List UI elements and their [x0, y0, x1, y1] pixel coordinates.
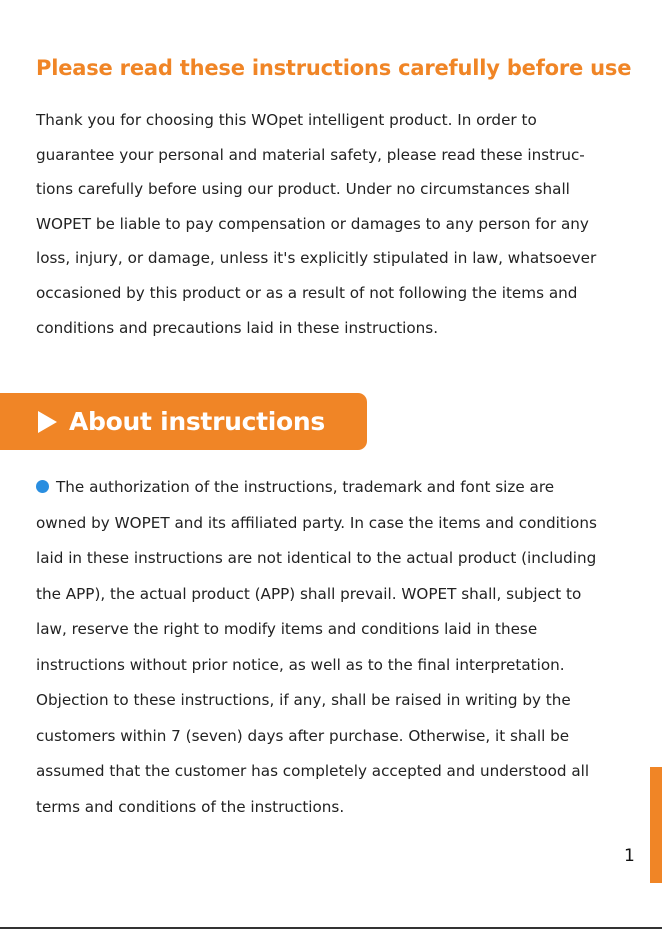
section-banner	[0, 393, 367, 450]
bullet-dot-icon	[36, 480, 49, 493]
bottom-divider	[0, 927, 662, 929]
section-line: customers within 7 (seven) days after purchase. Otherwise, it shall be	[36, 726, 570, 745]
intro-line: loss, injury, or damage, unless it's explicitly stipulated in law, whatsoever	[36, 249, 597, 268]
section-first-line-text: The authorization of the instructions, trademark and font size are	[56, 478, 555, 496]
section-line: instructions without prior notice, as well as to the final interpretation.	[36, 655, 565, 674]
section-line: terms and conditions of the instructions.	[36, 797, 345, 816]
page-number: 1	[624, 846, 635, 866]
intro-paragraph	[36, 103, 636, 345]
section-title: About instructions	[69, 407, 325, 436]
section-paragraph	[36, 470, 641, 825]
section-line: assumed that the customer has completely accepted and understood all	[36, 762, 590, 780]
page-heading: Please read these instructions carefully before use	[36, 56, 632, 80]
section-line: the APP), the actual product (APP) shall prevail. WOPET shall, subject to	[36, 584, 582, 603]
intro-line: tions carefully before using our product. Under no circumstances shall	[36, 180, 570, 199]
intro-line: occasioned by this product or as a result of not following the items and	[36, 283, 578, 302]
play-arrow-icon	[38, 411, 57, 433]
intro-line: Thank you for choosing this WOpet intelligent product. In order to	[36, 111, 537, 129]
section-line: laid in these instructions are not identical to the actual product (including	[36, 549, 597, 567]
section-line: Objection to these instructions, if any, shall be raised in writing by the	[36, 691, 571, 709]
side-tab-marker	[650, 767, 662, 883]
intro-line: guarantee your personal and material safety, please read these instruc-	[36, 145, 585, 164]
section-line: owned by WOPET and its affiliated party. In case the items and conditions	[36, 513, 597, 532]
intro-line: WOPET be liable to pay compensation or damages to any person for any	[36, 214, 589, 233]
section-line	[36, 470, 641, 506]
intro-line: conditions and precautions laid in these instructions.	[36, 318, 439, 337]
section-line: law, reserve the right to modify items and conditions laid in these	[36, 620, 538, 638]
